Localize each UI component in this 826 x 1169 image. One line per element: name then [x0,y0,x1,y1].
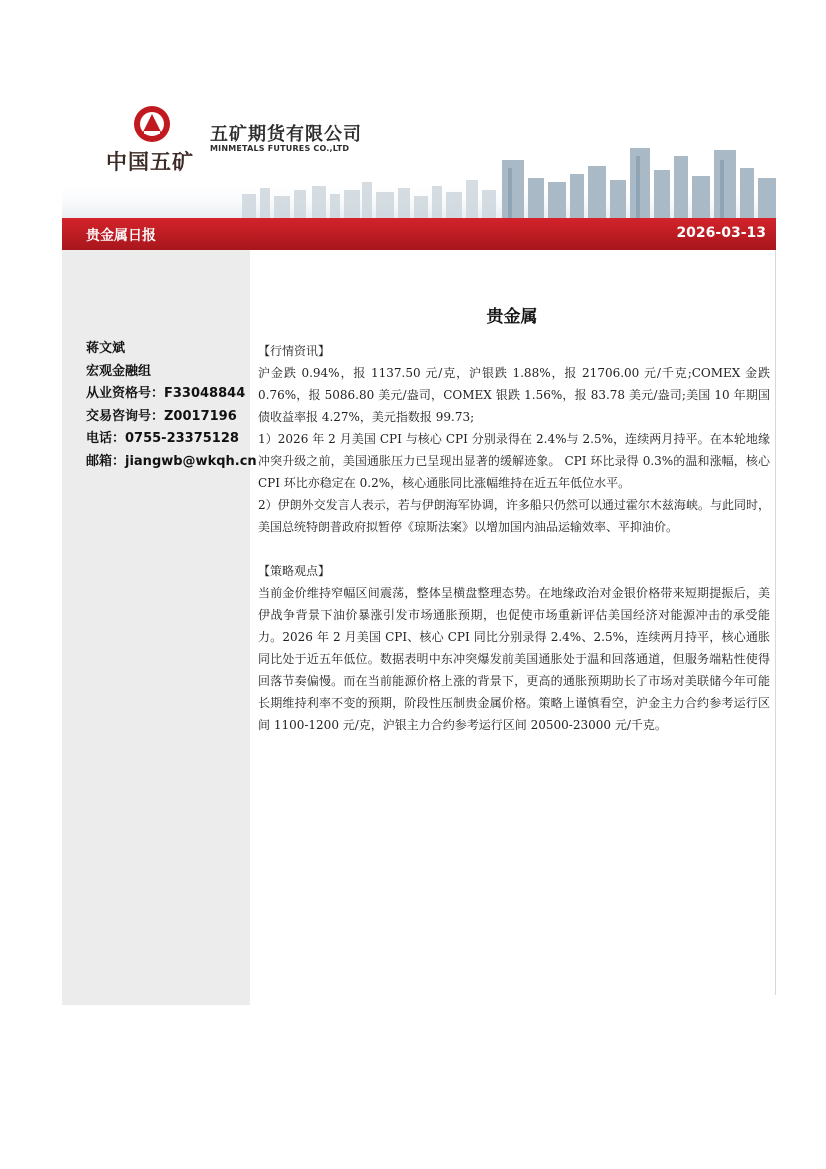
company-name-cn: 五矿期货有限公司 [210,124,362,145]
analyst-contact [86,338,257,473]
consulting-number: 交易咨询号：Z0017196 [86,408,237,424]
market-paragraph: 沪金跌 0.94%，报 1137.50 元/克，沪银跌 1.88%，报 21706.00 元/千克;COMEX 金跌 0.76%，报 5086.80 美元/盎司，COMEX 银跌 1.56%，报 83.78 美元/盎司;美国 10 年期国债收益率报 4.27%，美元指数报 99.73; [258,366,770,424]
analyst-name: 蒋文斌 [86,341,126,356]
report-body [258,340,770,736]
report-type: 贵金属日报 [86,228,156,244]
section-title-strategy: 【策略观点】 [258,564,331,578]
email-address: 邮箱：jiangwb@wkqh.cn [86,453,257,469]
strategy-paragraph: 当前金价维持窄幅区间震荡，整体呈横盘整理态势。在地缘政治对金银价格带来短期提振后，美伊战争背景下油价暴涨引发市场通胀预期，也促使市场重新评估美国经济对能源冲击的承受能力。2026 年 2 月美国 CPI、核心 CPI 同比分别录得 2.4%、2.5%，连续两月持平，核心通胀同比处于近五年低位。数据表明中东冲突爆发前美国通胀处于温和回落通道，但服务端粘性使得回落节奏偏慢。而在当前能源价格上涨的背景下，更高的通胀预期助长了市场对美联储今年可能长期维持利率不变的预期，阶段性压制贵金属价格。策略上谨慎看空，沪金主力合约参考运行区间 1100-1200 元/克，沪银主力合约参考运行区间 20500-23000 元/千克。 [258,586,770,732]
report-banner [62,218,776,250]
analyst-team: 宏观金融组 [86,363,152,379]
market-paragraph: 2）伊朗外交发言人表示，若与伊朗海军协调，许多船只仍然可以通过霍尔木兹海峡。与此同时，美国总统特朗普政府拟暂停《琼斯法案》以增加国内油品运输效率、平抑油价。 [258,498,770,534]
section-spacer [258,538,770,560]
section-title-market: 【行情资讯】 [258,344,331,358]
qualification-number: 从业资格号：F33048844 [86,386,246,401]
report-title: 贵金属 [486,307,538,327]
group-brand-name: 中国五矿 [106,150,194,174]
report-date: 2026-03-13 [676,225,766,241]
content-border [775,250,776,995]
report-header [62,90,776,218]
company-name-en: MINMETALS FUTURES CO.,LTD [210,144,350,153]
phone-number: 电话：0755-23375128 [86,431,239,446]
market-paragraph: 1）2026 年 2 月美国 CPI 与核心 CPI 分别录得在 2.4%与 2.5%，连续两月持平。在本轮地缘冲突升级之前，美国通胀压力已呈现出显著的缓解迹象。 CPI 环比录得 0.3%的温和涨幅，核心 CPI 环比亦稳定在 0.2%，核心通胀同比涨幅维持在近五年低位水平。 [258,432,770,490]
minmetals-emblem-icon [132,104,172,144]
